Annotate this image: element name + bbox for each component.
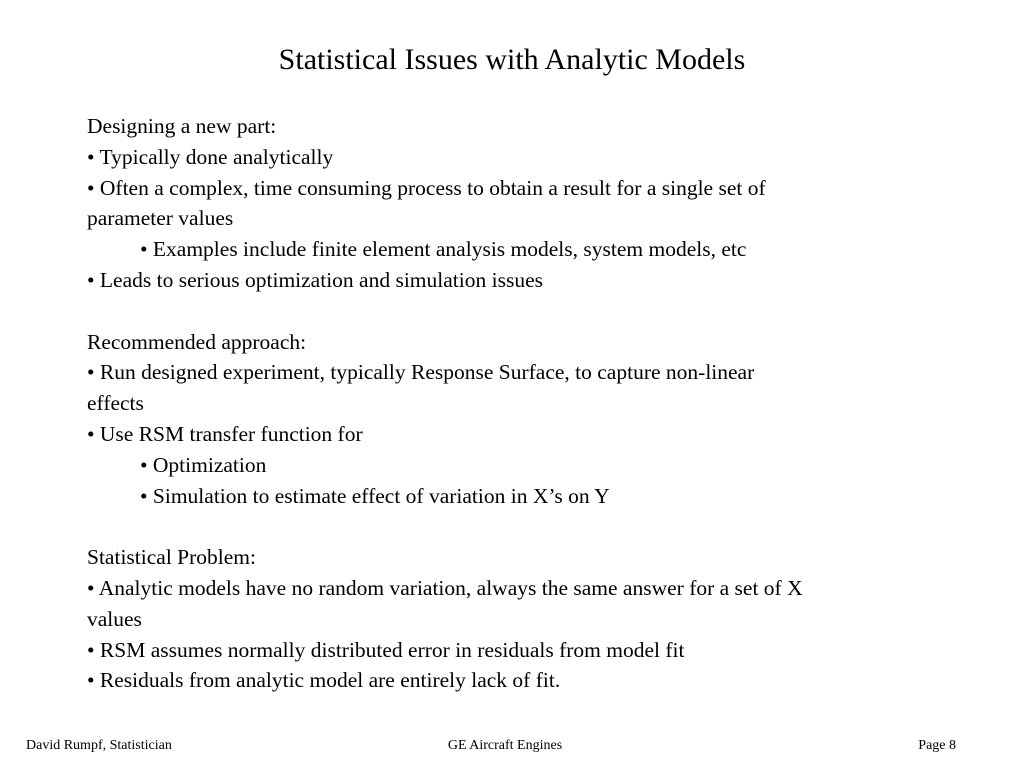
blank-line: [87, 511, 957, 542]
footer-author: David Rumpf, Statistician: [26, 738, 172, 753]
slide-title: Statistical Issues with Analytic Models: [278, 43, 746, 76]
bullet-continuation-parameter-values: parameter values: [87, 206, 234, 231]
slide-body: [87, 111, 957, 696]
footer-page-number: Page 8: [918, 738, 956, 753]
bullet-complex-process: • Often a complex, time consuming process to obtain a result for a single set of: [87, 175, 766, 200]
bullet-rsm-transfer-function: • Use RSM transfer function for: [87, 421, 363, 446]
section-heading-statistical-problem: Statistical Problem:: [87, 545, 256, 570]
bullet-optimization-issues: • Leads to serious optimization and simulation issues: [87, 267, 543, 292]
subbullet-optimization: • Optimization: [140, 452, 267, 477]
bullet-continuation-effects: effects: [87, 391, 144, 416]
bullet-typically-analytically: • Typically done analytically: [87, 144, 334, 169]
bullet-rsm-normal-error: • RSM assumes normally distributed error in residuals from model fit: [87, 637, 685, 662]
bullet-continuation-values: values: [87, 606, 142, 631]
section-heading-designing: Designing a new part:: [87, 114, 277, 138]
subbullet-examples: • Examples include finite element analysis models, system models, etc: [140, 237, 747, 262]
section-heading-recommended: Recommended approach:: [87, 329, 307, 354]
blank-line: [87, 296, 957, 327]
bullet-residuals-lack-of-fit: • Residuals from analytic model are entirely lack of fit.: [87, 668, 561, 693]
footer-organization: GE Aircraft Engines: [447, 738, 563, 753]
subbullet-simulation: • Simulation to estimate effect of variation in X’s on Y: [140, 483, 610, 508]
bullet-no-random-variation: • Analytic models have no random variation, always the same answer for a set of X: [87, 575, 803, 600]
bullet-designed-experiment: • Run designed experiment, typically Response Surface, to capture non-linear: [87, 360, 755, 385]
